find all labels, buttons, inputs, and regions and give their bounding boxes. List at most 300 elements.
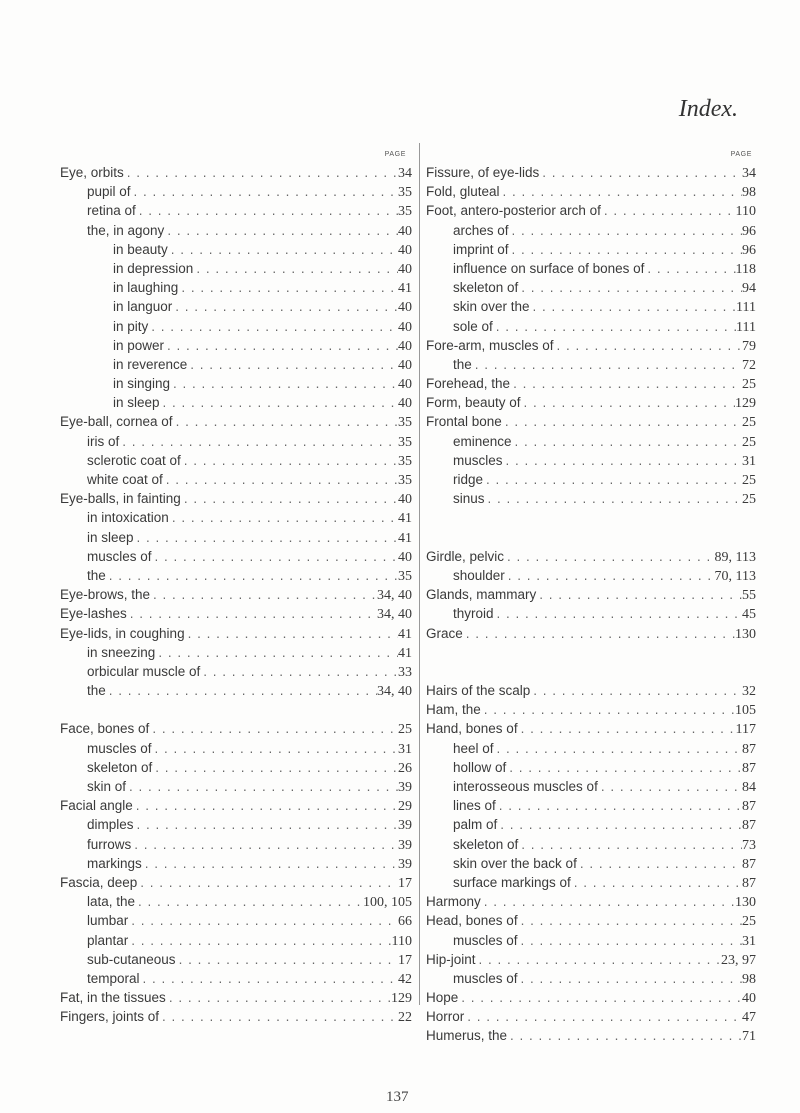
dot-leader — [476, 950, 721, 969]
index-entry — [426, 777, 756, 796]
dot-leader — [131, 182, 398, 201]
index-page-ref: 98 — [742, 971, 756, 987]
index-entry — [426, 317, 756, 336]
index-entry — [60, 777, 412, 796]
index-term: retina of — [87, 203, 136, 219]
dot-leader — [472, 355, 742, 374]
index-term: the — [87, 683, 106, 699]
index-entry — [426, 624, 756, 643]
index-entry — [60, 163, 412, 182]
index-term: Eye-brows, the — [60, 587, 151, 603]
index-page-ref: 94 — [742, 281, 756, 297]
dot-leader — [539, 163, 742, 182]
index-page-ref: 29 — [398, 799, 412, 815]
index-term: temporal — [87, 970, 140, 986]
dot-leader — [507, 1026, 742, 1045]
dot-leader — [497, 815, 742, 834]
index-term: in laughing — [113, 280, 179, 296]
index-page-ref: 70, 113 — [714, 568, 756, 584]
index-term: Fingers, joints of — [60, 1009, 160, 1025]
index-entry — [426, 969, 756, 988]
index-page-ref: 17 — [398, 875, 412, 891]
index-page-ref: 41 — [398, 626, 412, 642]
dot-leader — [598, 777, 742, 796]
index-term: iris of — [87, 433, 120, 449]
dot-leader — [106, 681, 377, 700]
index-page-ref: 71 — [742, 1029, 756, 1045]
dot-leader — [601, 201, 736, 220]
index-page-ref: 35 — [398, 568, 412, 584]
index-entry — [426, 412, 756, 431]
section-gap — [426, 662, 756, 681]
index-entry — [60, 336, 412, 355]
index-term: muscles of — [87, 548, 152, 564]
dot-leader — [518, 911, 742, 930]
dot-leader — [176, 950, 398, 969]
dot-leader — [148, 317, 398, 336]
index-page-ref: 31 — [742, 453, 756, 469]
index-entry — [426, 604, 756, 623]
index-page-ref: 22 — [398, 1010, 412, 1026]
index-page-ref: 39 — [398, 780, 412, 795]
index-term: lines of — [453, 798, 496, 814]
dot-leader — [504, 547, 714, 566]
index-term: Fat, in the tissues — [60, 990, 166, 1006]
index-entry — [60, 240, 412, 259]
index-entry — [60, 528, 412, 547]
index-term: skin of — [87, 779, 127, 794]
index-page-ref: 111 — [736, 319, 756, 335]
dot-leader — [494, 739, 742, 758]
dot-leader — [518, 969, 742, 988]
dot-leader — [119, 432, 398, 451]
dot-leader — [168, 240, 398, 259]
index-entry — [426, 182, 756, 201]
index-page-ref: 40 — [398, 223, 412, 239]
index-term: surface markings of — [453, 874, 571, 890]
index-page-ref: 129 — [391, 991, 412, 1007]
index-term: lumbar — [87, 913, 129, 929]
index-term: arches of — [453, 222, 509, 238]
index-term: in depression — [113, 260, 194, 276]
index-term: sub-cutaneous — [87, 951, 176, 967]
index-entry — [60, 624, 412, 643]
dot-leader — [163, 470, 398, 489]
index-page-ref: 35 — [398, 434, 412, 450]
dot-leader — [134, 815, 398, 834]
index-page-ref: 40 — [398, 377, 412, 393]
index-page-ref: 40 — [398, 338, 412, 354]
index-page-ref: 55 — [742, 588, 756, 604]
dot-leader — [106, 566, 398, 585]
page-column-label: PAGE — [384, 151, 406, 158]
index-entry — [60, 739, 412, 758]
index-term: Hairs of the scalp — [426, 683, 531, 699]
index-term: in reverence — [113, 356, 188, 372]
index-page-ref: 23, 97 — [721, 952, 756, 968]
index-entry — [60, 873, 412, 892]
dot-leader — [644, 259, 735, 278]
index-page-ref: 41 — [398, 511, 412, 527]
index-page-ref: 35 — [398, 204, 412, 220]
index-page-ref: 47 — [742, 1010, 756, 1026]
index-term: the — [453, 356, 472, 372]
index-term: skin over the — [453, 299, 530, 315]
index-page-ref: 98 — [742, 185, 756, 201]
index-page-ref: 87 — [742, 818, 756, 834]
index-entry — [426, 451, 756, 470]
dot-leader — [485, 489, 742, 508]
index-term: skeleton of — [453, 836, 519, 852]
dot-leader — [571, 873, 742, 892]
index-term: Hip-joint — [426, 951, 476, 967]
index-page-ref: 130 — [735, 895, 756, 911]
index-term: Eye-balls, in fainting — [60, 491, 181, 507]
index-entry — [60, 451, 412, 470]
index-page-ref: 39 — [398, 856, 412, 872]
index-term: the — [87, 567, 106, 583]
section-gap — [60, 700, 412, 719]
index-term: Harmony — [426, 894, 481, 910]
index-page-ref: 72 — [742, 357, 756, 373]
index-entry — [60, 547, 412, 566]
index-entry — [426, 489, 756, 508]
index-term: Ham, the — [426, 702, 481, 718]
index-entry — [426, 1026, 756, 1045]
index-page-ref: 25 — [742, 415, 756, 431]
index-term: skeleton of — [87, 759, 153, 775]
dot-leader — [193, 259, 398, 278]
index-page-ref: 25 — [398, 722, 412, 738]
index-entry — [60, 1007, 412, 1026]
dot-leader — [187, 355, 398, 374]
index-term: eminence — [453, 433, 512, 449]
dot-leader — [577, 854, 742, 873]
index-term: Face, bones of — [60, 721, 150, 737]
index-term: Fold, gluteal — [426, 184, 500, 200]
index-term: pupil of — [87, 184, 131, 200]
index-term: Fore-arm, muscles of — [426, 337, 554, 353]
index-entry — [60, 585, 412, 604]
dot-leader — [166, 988, 391, 1007]
index-page-ref: 117 — [735, 722, 756, 738]
index-entry — [426, 911, 756, 930]
page-header: Index. — [678, 96, 738, 122]
dot-leader — [159, 1007, 398, 1026]
index-page-ref: 35 — [398, 453, 412, 469]
index-page-ref: 32 — [742, 684, 756, 700]
index-page-ref: 40 — [398, 242, 412, 258]
index-entry — [60, 931, 412, 950]
index-term: muscles of — [453, 932, 518, 948]
index-entry — [60, 758, 412, 777]
index-entry — [60, 835, 412, 854]
index-page-ref: 34, 40 — [377, 588, 412, 604]
index-entry — [60, 566, 412, 585]
index-column-left — [60, 151, 412, 1026]
dot-leader — [554, 336, 742, 355]
index-page-ref: 34, 40 — [377, 684, 412, 700]
index-page-ref: 96 — [742, 242, 756, 258]
dot-leader — [483, 470, 742, 489]
section-gap — [426, 643, 756, 662]
index-page-ref: 34 — [742, 166, 756, 181]
index-page-ref: 40 — [398, 549, 412, 565]
page-number: 137 — [386, 1089, 409, 1105]
index-page-ref: 87 — [742, 760, 756, 776]
index-term: dimples — [87, 817, 134, 833]
index-entry — [426, 815, 756, 834]
index-entry — [60, 662, 412, 681]
dot-leader — [536, 585, 742, 604]
index-term: muscles of — [87, 740, 152, 756]
index-page-ref: 40 — [398, 492, 412, 508]
index-entry — [60, 355, 412, 374]
index-page-ref: 87 — [742, 741, 756, 757]
index-term: the, in agony — [87, 222, 165, 238]
index-entry — [426, 719, 756, 738]
index-entry — [60, 393, 412, 412]
index-term: Hope — [426, 990, 459, 1006]
index-entry — [426, 259, 756, 278]
index-page-ref: 41 — [398, 281, 412, 297]
index-entry — [60, 221, 412, 240]
index-page-ref: 33 — [398, 664, 412, 680]
index-entry — [60, 950, 412, 969]
index-entry — [60, 796, 412, 815]
index-entry — [426, 336, 756, 355]
index-term: in sleep — [87, 529, 134, 545]
index-term: palm of — [453, 817, 498, 833]
index-page-ref: 41 — [398, 645, 412, 661]
index-entry — [60, 259, 412, 278]
index-term: in power — [113, 337, 165, 353]
index-entry — [426, 873, 756, 892]
index-term: influence on surface of bones of — [453, 260, 645, 276]
index-page-ref: 100, 105 — [363, 895, 412, 911]
index-entry — [60, 508, 412, 527]
index-entry — [60, 489, 412, 508]
dot-leader — [160, 393, 398, 412]
index-page-ref: 39 — [398, 818, 412, 834]
index-entry — [426, 432, 756, 451]
dot-leader — [502, 412, 742, 431]
index-term: in beauty — [113, 241, 168, 257]
dot-leader — [505, 566, 715, 585]
index-entry — [426, 835, 756, 854]
index-term: in intoxication — [87, 510, 169, 526]
index-page-ref: 39 — [398, 837, 412, 853]
index-term: Head, bones of — [426, 913, 518, 929]
index-term: sole of — [453, 318, 493, 334]
index-term: Grace — [426, 625, 463, 641]
index-page-ref: 25 — [742, 473, 756, 488]
index-entry — [60, 374, 412, 393]
index-entry — [426, 278, 756, 297]
dot-leader — [530, 681, 742, 700]
index-entry — [426, 739, 756, 758]
dot-leader — [164, 336, 398, 355]
index-page-ref: 87 — [742, 799, 756, 815]
index-term: lata, the — [87, 894, 136, 910]
index-term: hollow of — [453, 759, 507, 775]
index-term: Frontal bone — [426, 414, 502, 430]
index-page-ref: 31 — [398, 741, 412, 757]
dot-leader — [173, 412, 398, 431]
index-entry — [426, 566, 756, 585]
index-term: skin over the back of — [453, 855, 577, 871]
index-entry — [426, 240, 756, 259]
index-entry — [426, 470, 756, 489]
dot-leader — [481, 892, 735, 911]
column-divider — [419, 143, 420, 1005]
index-term: Form, beauty of — [426, 395, 521, 411]
index-page-ref: 26 — [398, 760, 412, 776]
dot-leader — [521, 393, 735, 412]
index-entry — [426, 758, 756, 777]
dot-leader — [178, 278, 398, 297]
index-term: muscles of — [453, 970, 518, 986]
dot-leader — [170, 374, 398, 393]
dot-leader — [500, 182, 742, 201]
index-entry — [60, 470, 412, 489]
index-page-ref: 130 — [735, 626, 756, 642]
index-page-ref: 105 — [735, 703, 756, 719]
dot-leader — [131, 835, 398, 854]
index-page-ref: 66 — [398, 914, 412, 930]
dot-leader — [510, 374, 742, 393]
dot-leader — [518, 278, 742, 297]
dot-leader — [127, 604, 377, 623]
dot-leader — [496, 796, 742, 815]
dot-leader — [509, 240, 742, 259]
index-entry — [60, 278, 412, 297]
index-entry — [426, 892, 756, 911]
index-entry — [60, 681, 412, 700]
index-page-ref: 34, 40 — [377, 607, 412, 623]
index-term: muscles — [453, 452, 503, 468]
index-term: Horror — [426, 1009, 465, 1025]
index-page-ref: 34 — [398, 166, 412, 181]
index-page-ref: 45 — [742, 607, 756, 623]
index-page-ref: 110 — [391, 933, 412, 949]
dot-leader — [512, 432, 742, 451]
dot-leader — [518, 931, 742, 950]
index-entry — [426, 681, 756, 700]
index-term: orbicular muscle of — [87, 663, 201, 679]
index-term: Eye-lids, in coughing — [60, 625, 185, 641]
index-entry — [426, 950, 756, 969]
index-entry — [426, 201, 756, 220]
index-page-ref: 87 — [742, 875, 756, 891]
index-page-ref: 40 — [398, 261, 412, 277]
index-page-ref: 35 — [398, 473, 412, 488]
index-entry — [60, 854, 412, 873]
index-term: thyroid — [453, 606, 494, 622]
dot-leader — [169, 508, 398, 527]
index-term: Glands, mammary — [426, 587, 537, 603]
index-page-ref: 25 — [742, 492, 756, 508]
dot-leader — [518, 835, 742, 854]
index-entry — [60, 604, 412, 623]
index-term: Forehead, the — [426, 376, 511, 392]
index-entry — [426, 221, 756, 240]
index-page-ref: 73 — [742, 837, 756, 853]
dot-leader — [142, 854, 398, 873]
index-page-ref: 84 — [742, 780, 756, 795]
index-entry — [426, 163, 756, 182]
dot-leader — [140, 969, 398, 988]
index-entry — [426, 700, 756, 719]
dot-leader — [518, 719, 736, 738]
dot-leader — [494, 604, 742, 623]
section-gap — [426, 508, 756, 527]
index-page-ref: 35 — [398, 415, 412, 431]
index-term: Hand, bones of — [426, 721, 518, 737]
index-page-ref: 25 — [742, 377, 756, 393]
index-term: in pity — [113, 318, 149, 334]
dot-leader — [150, 585, 377, 604]
index-page-ref: 89, 113 — [714, 549, 756, 565]
dot-leader — [124, 163, 398, 182]
dot-leader — [126, 777, 398, 796]
index-entry — [426, 1007, 756, 1026]
index-term: Fascia, deep — [60, 874, 138, 890]
index-term: white coat of — [87, 472, 163, 487]
index-entry — [426, 796, 756, 815]
index-term: shoulder — [453, 567, 505, 583]
dot-leader — [164, 221, 398, 240]
index-page-ref: 129 — [735, 396, 756, 412]
index-entry — [60, 988, 412, 1007]
index-page-ref: 17 — [398, 952, 412, 968]
index-term: Girdle, pelvic — [426, 548, 505, 564]
index-term: sclerotic coat of — [87, 452, 181, 468]
index-page-ref: 35 — [398, 185, 412, 201]
dot-leader — [133, 796, 398, 815]
dot-leader — [155, 643, 398, 662]
index-term: skeleton of — [453, 280, 519, 296]
dot-leader — [530, 297, 736, 316]
dot-leader — [200, 662, 398, 681]
index-page-ref: 40 — [398, 357, 412, 373]
index-term: imprint of — [453, 241, 509, 257]
index-term: ridge — [453, 472, 484, 487]
index-page-ref: 40 — [398, 300, 412, 316]
index-term: markings — [87, 855, 142, 871]
index-term: furrows — [87, 836, 132, 852]
index-entry — [60, 643, 412, 662]
index-entry — [426, 585, 756, 604]
index-entry — [60, 719, 412, 738]
dot-leader — [185, 624, 398, 643]
index-term: in sleep — [113, 395, 160, 411]
index-term: Eye, orbits — [60, 165, 124, 180]
index-term: Eye-lashes — [60, 606, 127, 622]
index-entry — [60, 317, 412, 336]
index-entry — [426, 355, 756, 374]
dot-leader — [458, 988, 742, 1007]
index-entry — [60, 182, 412, 201]
index-entry — [60, 911, 412, 930]
index-column-right — [426, 151, 756, 1046]
index-term: sinus — [453, 491, 485, 507]
index-entry — [60, 432, 412, 451]
dot-leader — [464, 1007, 742, 1026]
index-term: Foot, antero-posterior arch of — [426, 203, 601, 219]
dot-leader — [493, 317, 736, 336]
index-term: interosseous muscles of — [453, 779, 598, 794]
